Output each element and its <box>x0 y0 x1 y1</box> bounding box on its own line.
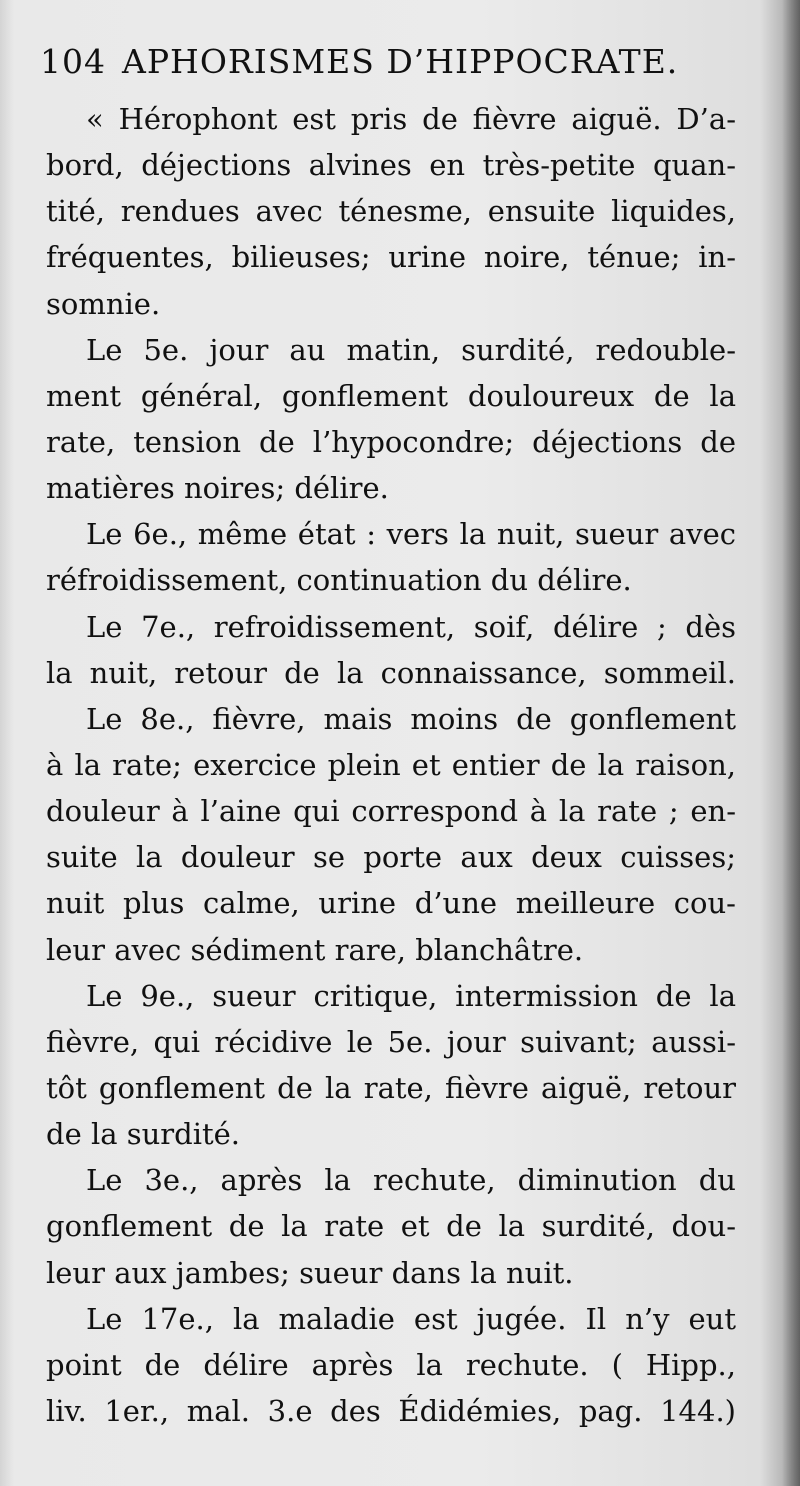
text-line: à la rate; exercice plein et entier de la raison, <box>46 747 736 782</box>
body-text <box>46 96 736 1434</box>
text-line: nuit plus calme, urine d’une meilleure cou- <box>46 886 736 921</box>
text-line: leur avec sédiment rare, blanchâtre. <box>46 932 584 967</box>
text-line: Le 9e., sueur critique, intermission de la <box>86 978 736 1013</box>
text-line: tôt gonflement de la rate, fièvre aiguë, retour <box>46 1070 736 1105</box>
text-line: Le 17e., la maladie est jugée. Il n’y eut <box>86 1301 736 1336</box>
page-edge-shadow <box>782 0 800 1486</box>
text-line: matières noires; délire. <box>46 471 389 506</box>
text-line: réfroidissement, continuation du délire. <box>46 563 632 598</box>
text-line: suite la douleur se porte aux deux cuisses; <box>46 840 736 875</box>
text-line: fréquentes, bilieuses; urine noire, ténue; in- <box>46 240 736 275</box>
text-line: Le 7e., refroidissement, soif, délire ; dès <box>86 609 736 644</box>
text-line: point de délire après la rechute. ( Hipp., <box>46 1347 736 1382</box>
running-title: APHORISMES D’HIPPOCRATE. <box>122 42 679 81</box>
text-line: leur aux jambes; sueur dans la nuit. <box>46 1255 574 1290</box>
text-line: liv. 1er., mal. 3.e des Édidémies, pag. 144.) <box>46 1393 736 1428</box>
text-line: fièvre, qui récidive le 5e. jour suivant; aussi- <box>46 1024 736 1059</box>
text-line: de la surdité. <box>46 1117 241 1152</box>
text-line: gonflement de la rate et de la surdité, dou- <box>46 1209 736 1244</box>
page-header <box>40 34 730 94</box>
text-line: Le 5e. jour au matin, surdité, redouble- <box>86 332 736 367</box>
text-line: tité, rendues avec ténesme, ensuite liquides, <box>46 194 736 229</box>
text-line: la nuit, retour de la connaissance, sommeil. <box>46 655 736 690</box>
text-line: Le 3e., après la rechute, diminution du <box>86 1163 736 1198</box>
page-number: 104 <box>40 42 106 81</box>
text-line: « Hérophont est pris de fièvre aiguë. D’a- <box>86 102 736 136</box>
text-line: rate, tension de l’hypocondre; déjections de <box>46 424 736 459</box>
text-line: douleur à l’aine qui correspond à la rate ; en- <box>46 794 736 829</box>
text-line: Le 6e., même état : vers la nuit, sueur avec <box>86 517 736 552</box>
text-line: bord, déjections alvines en très-petite quan- <box>46 148 736 183</box>
text-line: ment général, gonflement douloureux de la <box>46 378 736 413</box>
text-line: somnie. <box>46 286 161 321</box>
text-line: Le 8e., fièvre, mais moins de gonflement <box>86 701 736 736</box>
